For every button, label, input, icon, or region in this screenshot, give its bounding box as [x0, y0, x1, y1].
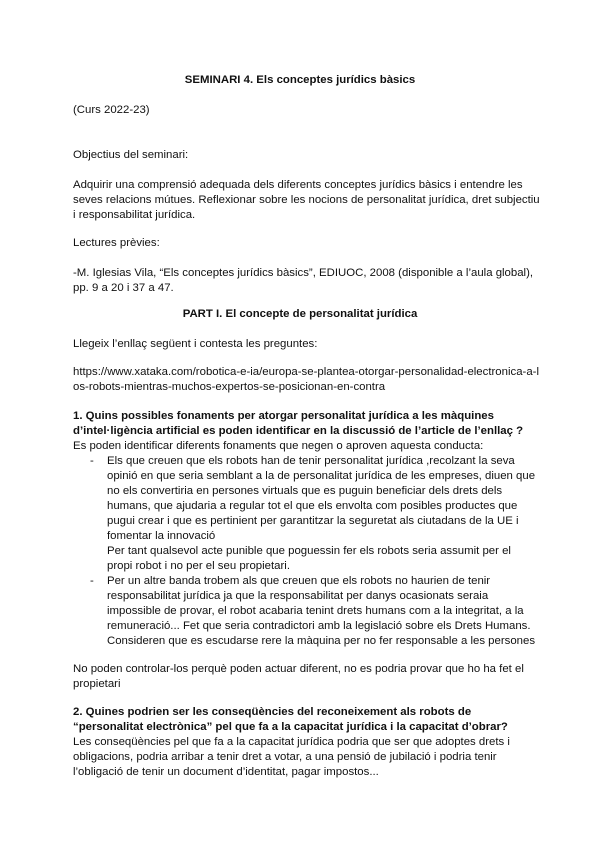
- bullet-line: fomentar la innovació: [107, 530, 216, 542]
- bullet-line: Per tant qualsevol acte punible que poguessin fer els robots seria assumit per el: [107, 545, 511, 557]
- answer-2-line: l’obligació de tenir un document d’identitat, pagar impostos...: [73, 766, 379, 778]
- objectives-line: Adquirir una comprensió adequada dels diferents conceptes jurídics bàsics i entendre les: [73, 179, 523, 191]
- readings-line: -M. Iglesias Vila, “Els conceptes jurídics bàsics”, EDIUOC, 2008 (disponible a l’aula global),: [73, 267, 534, 279]
- bullet-line: pugui crear i que es pertinient per garantitzar la seguretat als ciutadans de la UE i: [107, 515, 519, 527]
- article-link[interactable]: https://www.xataka.com/robotica-e-ia/europa-se-plantea-otorgar-personalidad-electronica-a-l: [73, 366, 539, 378]
- document-title: SEMINARI 4. Els conceptes jurídics bàsics: [184, 74, 416, 86]
- bullet-line: opinió en que seria semblant a la de personalitat jurídica de les empreses, diuen que: [107, 470, 536, 482]
- bullet-line: no els convertiria en persones virtuals que es puguin beneficiar dels drets dels: [107, 485, 503, 497]
- question-1: 1. Quins possibles fonaments per atorgar personalitat jurídica a les màquines: [73, 410, 494, 422]
- readings-line: pp. 9 a 20 i 37 a 47.: [73, 282, 174, 294]
- answer-1-closing: No poden controlar-los perquè poden actuar diferent, no es podria provar que ho ha fet el: [73, 663, 524, 675]
- part1-heading: PART I. El concepte de personalitat jurídica: [182, 308, 418, 320]
- objectives-line: seves relacions mútues. Reflexionar sobre les nocions de personalitat jurídica, dret subjectiu: [73, 194, 540, 206]
- part1-instruction: Llegeix l’enllaç següent i contesta les preguntes:: [73, 338, 318, 350]
- bullet-marker: -: [90, 455, 94, 467]
- readings-heading: Lectures prèvies:: [73, 237, 160, 249]
- bullet-line: responsabilitat jurídica ja que la responsabilitat per danys ocasionats seraia: [107, 590, 489, 602]
- question-1: d’intel·ligència artificial es poden identificar en la discussió de l’article de l’enllaç ?: [73, 425, 524, 437]
- bullet-line: Consideren que es escudarse rere la màquina per no fer responsable a les persones: [107, 635, 536, 647]
- answer-1-closing: propietari: [73, 678, 121, 690]
- bullet-line: impossible de provar, el robot acabaria tenint drets humans com a la integritat, a la: [107, 605, 524, 617]
- bullet-marker: -: [90, 575, 94, 587]
- bullet-line: Per un altre banda trobem als que creuen que els robots no haurien de tenir: [107, 575, 491, 587]
- objectives-heading: Objectius del seminari:: [73, 149, 189, 161]
- question-2: 2. Quines podrien ser les conseqüències del reconeixement als robots de: [73, 706, 472, 718]
- bullet-line: humans, que ajudaria a regular tot el que els envolta com posibles productes que: [107, 500, 518, 512]
- answer-2-line: Les conseqüències pel que fa a la capacitat jurídica podria que ser que adoptes drets i: [73, 736, 510, 748]
- bullet-line: Els que creuen que els robots han de tenir personalitat jurídica ,recolzant la seva: [107, 455, 515, 467]
- course-label: (Curs 2022-23): [73, 104, 150, 116]
- bullet-line: remuneració... Fet que seria contradictori amb la legislació sobre els Drets Humans.: [107, 620, 531, 632]
- bullet-line: propi robot i no per el seu propietari.: [107, 560, 290, 572]
- question-2: “personalitat electrònica” pel que fa a la capacitat jurídica i la capacitat d’obrar?: [73, 721, 508, 733]
- answer-2-line: obligacions, podria arribar a tenir dret a votar, a una pensió de jubilació i podria tenir: [73, 751, 497, 763]
- objectives-line: i responsabilitat jurídica.: [73, 209, 196, 221]
- article-link[interactable]: os-robots-mientras-muchos-expertos-se-posicionan-en-contra: [73, 381, 386, 393]
- answer-1-intro: Es poden identificar diferents fonaments que negen o aproven aquesta conducta:: [73, 440, 484, 452]
